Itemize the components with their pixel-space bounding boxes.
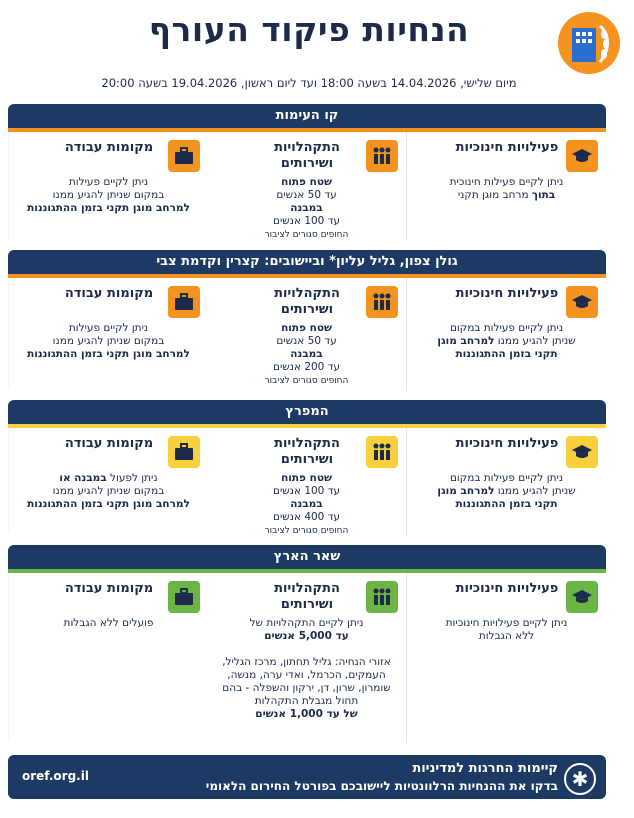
briefcase-icon [168,436,200,468]
people-group-icon [366,140,398,172]
graduation-cap-icon [566,436,598,468]
panel-title: מקומות עבודה [64,140,154,155]
graduation-cap-icon [566,140,598,172]
zone-name: שאר הארץ [8,545,606,569]
briefcase-icon [168,581,200,613]
work-panel [9,428,208,536]
panel-text: ניתן לקיים התקהלויות של עד 5,000 אנשים אזורי הנחיה: גליל תחתון, מרכז הגליל, העמקים, הכרמל, ואדי ערה, מנשה, שומרון, שרון, דן, ירקון והשפלה - בהם תחול מגבלת התקהלות של עד 1,000 אנשים [222,617,391,720]
graduation-cap-icon [566,581,598,613]
people-group-icon [366,581,398,613]
work-panel [9,278,208,391]
website-link[interactable]: oref.org.il [22,769,89,783]
zone-name: גולן צפון, גליל עליון* וביישובים: קצרין וקדמת צבי [8,250,606,274]
panel-title: פעילויות חינוכיות [455,286,559,301]
people-group-icon [366,286,398,318]
people-group-icon [366,436,398,468]
panel-title: מקומות עבודה [64,436,154,451]
graduation-cap-icon [566,286,598,318]
zone-card [8,250,606,391]
footer-banner [8,755,606,799]
education-panel [407,573,606,743]
work-panel [9,132,208,241]
gatherings-panel [206,132,407,241]
home-front-command-logo [558,12,620,74]
panel-text: שטח פתוח עד 100 אנשים במבנה עד 400 אנשים החופים סגורים לציבור [264,472,349,536]
zone-card [8,104,606,241]
header [0,0,634,100]
panel-text: ניתן לקיים פעילות במקום שניתן להגיע ממנו למרחב מוגן תקני בזמן ההתגוננות [437,322,576,360]
panel-title: התקהלויות ושירותים [274,581,340,612]
education-panel [407,132,606,241]
zone-name: קו העימות [8,104,606,128]
panel-title: התקהלויות ושירותים [274,140,340,171]
portal-note: בדקו את ההנחיות הרלוונטיות ליישובכם בפורטל החירום הלאומי [205,779,558,793]
panel-text: פועלים ללא הגבלות [63,617,154,629]
panel-text: שטח פתוח עד 50 אנשים במבנה עד 100 אנשים החופים סגורים לציבור [264,176,349,240]
panel-text: ניתן לפעול במבנה או במקום שניתן להגיע ממנו למרחב מוגן תקני בזמן ההתגוננות [27,472,190,510]
panel-title: מקומות עבודה [64,581,154,596]
panel-text: ניתן לקיים פעילות במקום שניתן להגיע ממנו למרחב מוגן תקני בזמן ההתגוננות [27,322,190,360]
panel-title: פעילויות חינוכיות [455,140,559,155]
gatherings-panel [206,278,407,391]
gatherings-panel [206,428,407,536]
panel-title: מקומות עבודה [64,286,154,301]
asterisk-icon: ✱ [564,763,596,795]
panel-text: שטח פתוח עד 50 אנשים במבנה עד 200 אנשים החופים סגורים לציבור [264,322,349,386]
briefcase-icon [168,286,200,318]
gatherings-panel [206,573,407,743]
page-title: הנחיות פיקוד העורף [148,10,470,49]
zone-card [8,400,606,536]
panel-title: פעילויות חינוכיות [455,436,559,451]
date-range: מיום שלישי, 14.04.2026 בשעה 18:00 ועד ליום ראשון, 19.04.2026 בשעה 20:00 [101,76,517,90]
education-panel [407,428,606,536]
zone-name: המפרץ [8,400,606,424]
panel-text: ניתן לקיים פעילות במקום שניתן להגיע ממנו למרחב מוגן תקני בזמן ההתגוננות [27,176,190,214]
zone-card [8,545,606,743]
education-panel [407,278,606,391]
panel-text: ניתן לקיים פעילות חינוכית בתוך מרחב מוגן תקני [449,176,564,201]
panel-text: ניתן לקיים פעילויות חינוכיות ללא הגבלות [445,617,568,642]
exceptions-note: קיימות החרגות למדיניות [412,761,558,776]
panel-title: פעילויות חינוכיות [455,581,559,596]
panel-title: התקהלויות ושירותים [274,436,340,467]
briefcase-icon [168,140,200,172]
panel-title: התקהלויות ושירותים [274,286,340,317]
panel-text: ניתן לקיים פעילות במקום שניתן להגיע ממנו למרחב מוגן תקני בזמן ההתגוננות [437,472,576,510]
work-panel [9,573,208,743]
